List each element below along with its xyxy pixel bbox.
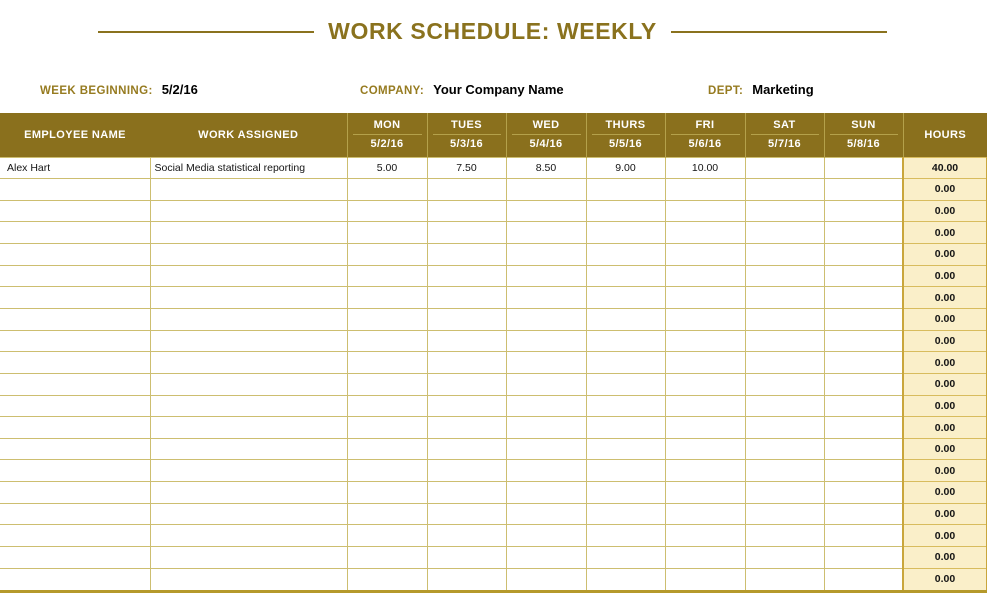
table-row: [0, 438, 987, 460]
day-hours-cell[interactable]: [347, 438, 427, 460]
day-hours-cell[interactable]: [745, 568, 824, 591]
day-hours-cell[interactable]: [586, 438, 665, 460]
column-header-day[interactable]: [745, 113, 824, 157]
day-hours-cell[interactable]: [506, 265, 586, 287]
day-hours-cell[interactable]: [586, 265, 665, 287]
day-hours-cell[interactable]: [347, 244, 427, 266]
work-assigned-cell[interactable]: [150, 417, 347, 439]
work-assigned-cell[interactable]: [150, 287, 347, 309]
day-hours-cell[interactable]: [745, 395, 824, 417]
day-hours-cell[interactable]: [665, 395, 745, 417]
day-hours-cell[interactable]: [427, 287, 506, 309]
week-beginning-value[interactable]: 5/2/16: [161, 82, 198, 97]
column-header-day[interactable]: [665, 113, 745, 157]
hours-total-cell[interactable]: 0.00: [903, 222, 987, 244]
work-assigned-cell[interactable]: [150, 525, 347, 547]
work-assigned-cell[interactable]: [150, 244, 347, 266]
day-hours-cell[interactable]: [506, 417, 586, 439]
day-hours-cell[interactable]: [586, 568, 665, 591]
day-date-label: 5/4/16: [529, 138, 563, 151]
day-hours-cell[interactable]: [427, 482, 506, 504]
hours-total-cell[interactable]: 0.00: [903, 417, 987, 439]
day-hours-cell[interactable]: [347, 503, 427, 525]
day-date-label: 5/2/16: [370, 138, 404, 151]
day-hours-cell[interactable]: [745, 352, 824, 374]
table-row: [0, 352, 987, 374]
day-hours-cell[interactable]: [427, 438, 506, 460]
hours-total-cell[interactable]: 0.00: [903, 525, 987, 547]
table-row: [0, 287, 987, 309]
day-hours-cell[interactable]: [586, 395, 665, 417]
employee-name-cell[interactable]: [0, 547, 150, 569]
day-hours-cell[interactable]: [347, 417, 427, 439]
table-row: [0, 417, 987, 439]
hours-total-cell[interactable]: 0.00: [903, 352, 987, 374]
day-hours-cell[interactable]: [347, 222, 427, 244]
employee-name-cell[interactable]: [0, 244, 150, 266]
day-hours-cell[interactable]: [586, 308, 665, 330]
table-row: [0, 525, 987, 547]
day-hours-cell[interactable]: [427, 373, 506, 395]
day-hours-cell[interactable]: [506, 482, 586, 504]
day-hours-cell[interactable]: [586, 503, 665, 525]
employee-name-cell[interactable]: [0, 482, 150, 504]
day-hours-cell[interactable]: [665, 568, 745, 591]
hours-total-cell[interactable]: 0.00: [903, 200, 987, 222]
day-hours-cell[interactable]: [427, 547, 506, 569]
day-name-label: TUES: [433, 117, 501, 135]
day-hours-cell[interactable]: [506, 179, 586, 201]
column-header-day[interactable]: [427, 113, 506, 157]
day-hours-cell[interactable]: [665, 503, 745, 525]
table-row: [0, 308, 987, 330]
day-hours-cell[interactable]: [665, 244, 745, 266]
day-date-label: 5/8/16: [847, 138, 880, 151]
day-hours-cell[interactable]: [347, 568, 427, 591]
employee-name-cell[interactable]: [0, 352, 150, 374]
day-hours-cell[interactable]: [665, 460, 745, 482]
day-hours-cell[interactable]: [586, 482, 665, 504]
table-row: [0, 179, 987, 201]
day-hours-cell[interactable]: [824, 568, 903, 591]
day-hours-cell[interactable]: [586, 525, 665, 547]
day-name-label: WED: [512, 117, 581, 135]
day-hours-cell[interactable]: [427, 308, 506, 330]
day-hours-cell[interactable]: [586, 352, 665, 374]
day-hours-cell[interactable]: [745, 417, 824, 439]
employee-name-cell[interactable]: [0, 179, 150, 201]
table-header: [0, 113, 987, 157]
company-field: [360, 82, 564, 97]
table-row: [0, 200, 987, 222]
work-assigned-cell[interactable]: [150, 503, 347, 525]
day-date-label: 5/3/16: [450, 138, 483, 151]
hours-total-cell[interactable]: 0.00: [903, 179, 987, 201]
work-assigned-cell[interactable]: [150, 179, 347, 201]
day-hours-cell[interactable]: [745, 157, 824, 179]
column-header-day[interactable]: [586, 113, 665, 157]
day-hours-cell[interactable]: [824, 179, 903, 201]
dept-label: DEPT:: [708, 85, 744, 97]
day-hours-cell[interactable]: [347, 373, 427, 395]
day-hours-cell[interactable]: [586, 330, 665, 352]
day-hours-cell[interactable]: [665, 525, 745, 547]
employee-name-cell[interactable]: [0, 373, 150, 395]
day-hours-cell[interactable]: [745, 503, 824, 525]
day-hours-cell[interactable]: 8.50: [506, 157, 586, 179]
employee-name-cell[interactable]: [0, 308, 150, 330]
work-assigned-cell[interactable]: [150, 308, 347, 330]
day-name-label: FRI: [671, 117, 740, 135]
employee-name-cell[interactable]: [0, 265, 150, 287]
column-header-day[interactable]: [824, 113, 903, 157]
day-hours-cell[interactable]: [506, 503, 586, 525]
day-hours-cell[interactable]: 9.00: [586, 157, 665, 179]
title-block: [98, 18, 887, 45]
header-row: [0, 113, 987, 157]
employee-name-cell[interactable]: [0, 200, 150, 222]
table-row: [0, 373, 987, 395]
week-beginning-label: WEEK BEGINNING:: [40, 85, 153, 97]
day-hours-cell[interactable]: [586, 222, 665, 244]
day-hours-cell[interactable]: [665, 265, 745, 287]
day-hours-cell[interactable]: [506, 460, 586, 482]
day-hours-cell[interactable]: [745, 547, 824, 569]
table-row: [0, 244, 987, 266]
day-hours-cell[interactable]: [347, 395, 427, 417]
day-hours-cell[interactable]: [427, 417, 506, 439]
employee-name-cell[interactable]: Alex Hart: [0, 157, 150, 179]
day-hours-cell[interactable]: [665, 417, 745, 439]
schedule-table: [0, 113, 987, 593]
day-hours-cell[interactable]: [824, 460, 903, 482]
day-hours-cell[interactable]: [824, 200, 903, 222]
employee-name-cell[interactable]: [0, 503, 150, 525]
day-hours-cell[interactable]: [745, 330, 824, 352]
work-assigned-cell[interactable]: [150, 373, 347, 395]
day-hours-cell[interactable]: [665, 287, 745, 309]
hours-total-cell[interactable]: 40.00: [903, 157, 987, 179]
day-hours-cell[interactable]: [506, 352, 586, 374]
table-row: [0, 265, 987, 287]
day-hours-cell[interactable]: [745, 265, 824, 287]
hours-total-cell[interactable]: 0.00: [903, 287, 987, 309]
day-hours-cell[interactable]: [506, 330, 586, 352]
column-header-day[interactable]: [347, 113, 427, 157]
day-hours-cell[interactable]: [824, 287, 903, 309]
title-decorative-line-right: [671, 31, 887, 33]
table-row: [0, 547, 987, 569]
day-hours-cell[interactable]: [347, 200, 427, 222]
day-name-label: SAT: [751, 117, 819, 135]
day-hours-cell[interactable]: [824, 308, 903, 330]
day-hours-cell[interactable]: [427, 525, 506, 547]
employee-name-cell[interactable]: [0, 460, 150, 482]
day-hours-cell[interactable]: [824, 525, 903, 547]
day-hours-cell[interactable]: [347, 265, 427, 287]
work-assigned-cell[interactable]: Social Media statistical reporting: [150, 157, 347, 179]
hours-total-cell[interactable]: 0.00: [903, 503, 987, 525]
day-hours-cell[interactable]: 10.00: [665, 157, 745, 179]
hours-total-cell[interactable]: 0.00: [903, 568, 987, 591]
day-hours-cell[interactable]: [824, 482, 903, 504]
day-hours-cell[interactable]: [586, 417, 665, 439]
day-hours-cell[interactable]: [586, 244, 665, 266]
day-hours-cell[interactable]: [745, 287, 824, 309]
day-hours-cell[interactable]: [427, 200, 506, 222]
work-assigned-cell[interactable]: [150, 265, 347, 287]
hours-total-cell[interactable]: 0.00: [903, 547, 987, 569]
day-hours-cell[interactable]: [745, 438, 824, 460]
hours-total-cell[interactable]: 0.00: [903, 460, 987, 482]
hours-total-cell[interactable]: 0.00: [903, 482, 987, 504]
work-assigned-cell[interactable]: [150, 460, 347, 482]
day-hours-cell[interactable]: 5.00: [347, 157, 427, 179]
day-hours-cell[interactable]: [665, 200, 745, 222]
day-hours-cell[interactable]: [665, 373, 745, 395]
employee-name-cell[interactable]: [0, 568, 150, 591]
day-hours-cell[interactable]: [427, 568, 506, 591]
day-hours-cell[interactable]: [506, 547, 586, 569]
employee-name-cell[interactable]: [0, 417, 150, 439]
day-hours-cell[interactable]: [824, 265, 903, 287]
day-hours-cell[interactable]: [586, 373, 665, 395]
work-assigned-cell[interactable]: [150, 438, 347, 460]
day-hours-cell[interactable]: [824, 330, 903, 352]
day-hours-cell[interactable]: [665, 438, 745, 460]
table-row: [0, 568, 987, 591]
day-hours-cell[interactable]: [506, 438, 586, 460]
work-assigned-cell[interactable]: [150, 330, 347, 352]
day-hours-cell[interactable]: [586, 460, 665, 482]
day-hours-cell[interactable]: [347, 330, 427, 352]
day-hours-cell[interactable]: [347, 547, 427, 569]
work-assigned-cell[interactable]: [150, 482, 347, 504]
day-hours-cell[interactable]: [347, 179, 427, 201]
employee-name-cell[interactable]: [0, 525, 150, 547]
hours-total-cell[interactable]: 0.00: [903, 265, 987, 287]
day-date-label: 5/7/16: [768, 138, 801, 151]
day-hours-cell[interactable]: [824, 222, 903, 244]
table-row: [0, 395, 987, 417]
day-hours-cell[interactable]: [427, 244, 506, 266]
day-hours-cell[interactable]: [745, 525, 824, 547]
day-hours-cell[interactable]: [745, 308, 824, 330]
day-hours-cell[interactable]: [824, 503, 903, 525]
day-hours-cell[interactable]: [824, 395, 903, 417]
day-hours-cell[interactable]: [824, 547, 903, 569]
dept-field: [708, 82, 814, 97]
day-hours-cell[interactable]: [347, 287, 427, 309]
day-hours-cell[interactable]: [665, 330, 745, 352]
day-hours-cell[interactable]: [824, 352, 903, 374]
table-row: [0, 330, 987, 352]
day-hours-cell[interactable]: [506, 308, 586, 330]
day-name-label: MON: [353, 117, 422, 135]
day-hours-cell[interactable]: [824, 417, 903, 439]
day-hours-cell[interactable]: [824, 244, 903, 266]
column-header-hours[interactable]: HOURS: [903, 113, 987, 157]
title-decorative-line-left: [98, 31, 314, 33]
day-date-label: 5/5/16: [609, 138, 642, 151]
hours-total-cell[interactable]: 0.00: [903, 395, 987, 417]
employee-name-cell[interactable]: [0, 395, 150, 417]
day-hours-cell[interactable]: [586, 179, 665, 201]
day-hours-cell[interactable]: [745, 482, 824, 504]
day-hours-cell[interactable]: [665, 222, 745, 244]
work-assigned-cell[interactable]: [150, 200, 347, 222]
day-date-label: 5/6/16: [688, 138, 722, 151]
day-hours-cell[interactable]: [745, 373, 824, 395]
company-label: COMPANY:: [360, 85, 425, 97]
column-header-day[interactable]: [506, 113, 586, 157]
employee-name-cell[interactable]: [0, 330, 150, 352]
day-hours-cell[interactable]: [745, 179, 824, 201]
day-hours-cell[interactable]: [427, 395, 506, 417]
hours-total-cell[interactable]: 0.00: [903, 438, 987, 460]
employee-name-cell[interactable]: [0, 438, 150, 460]
work-assigned-cell[interactable]: [150, 222, 347, 244]
day-hours-cell[interactable]: [745, 200, 824, 222]
day-hours-cell[interactable]: [506, 373, 586, 395]
day-hours-cell[interactable]: [824, 373, 903, 395]
hours-total-cell[interactable]: 0.00: [903, 330, 987, 352]
work-assigned-cell[interactable]: [150, 395, 347, 417]
day-hours-cell[interactable]: [665, 308, 745, 330]
day-hours-cell[interactable]: [745, 222, 824, 244]
page-title: WORK SCHEDULE: WEEKLY: [328, 18, 657, 44]
day-hours-cell[interactable]: [347, 460, 427, 482]
day-hours-cell[interactable]: [347, 482, 427, 504]
day-hours-cell[interactable]: [665, 547, 745, 569]
day-hours-cell[interactable]: [427, 503, 506, 525]
day-hours-cell[interactable]: [427, 265, 506, 287]
day-hours-cell[interactable]: [824, 438, 903, 460]
column-header-work-assigned[interactable]: WORK ASSIGNED: [150, 113, 347, 157]
table-row: [0, 222, 987, 244]
day-hours-cell[interactable]: [506, 568, 586, 591]
company-value[interactable]: Your Company Name: [433, 82, 564, 97]
hours-total-cell[interactable]: 0.00: [903, 308, 987, 330]
day-hours-cell[interactable]: [665, 482, 745, 504]
day-hours-cell[interactable]: [506, 395, 586, 417]
table-row: [0, 157, 987, 179]
table-row: [0, 482, 987, 504]
hours-total-cell[interactable]: 0.00: [903, 373, 987, 395]
table-body: [0, 157, 987, 592]
day-hours-cell[interactable]: [506, 222, 586, 244]
day-hours-cell[interactable]: [665, 352, 745, 374]
day-hours-cell[interactable]: [586, 547, 665, 569]
day-hours-cell[interactable]: [347, 308, 427, 330]
day-hours-cell[interactable]: 7.50: [427, 157, 506, 179]
day-name-label: SUN: [830, 117, 898, 135]
day-hours-cell[interactable]: [745, 244, 824, 266]
week-beginning-field: [40, 82, 198, 97]
day-hours-cell[interactable]: [347, 352, 427, 374]
day-hours-cell[interactable]: [506, 525, 586, 547]
dept-value[interactable]: Marketing: [752, 82, 814, 97]
table-row: [0, 503, 987, 525]
work-assigned-cell[interactable]: [150, 547, 347, 569]
day-hours-cell[interactable]: [427, 352, 506, 374]
day-hours-cell[interactable]: [427, 222, 506, 244]
work-assigned-cell[interactable]: [150, 352, 347, 374]
table-row: [0, 460, 987, 482]
day-name-label: THURS: [592, 117, 660, 135]
day-hours-cell[interactable]: [427, 179, 506, 201]
hours-total-cell[interactable]: 0.00: [903, 244, 987, 266]
column-header-employee-name[interactable]: EMPLOYEE NAME: [0, 113, 150, 157]
day-hours-cell[interactable]: [506, 287, 586, 309]
day-hours-cell[interactable]: [586, 287, 665, 309]
day-hours-cell[interactable]: [427, 460, 506, 482]
day-hours-cell[interactable]: [824, 157, 903, 179]
day-hours-cell[interactable]: [506, 244, 586, 266]
day-hours-cell[interactable]: [745, 460, 824, 482]
day-hours-cell[interactable]: [427, 330, 506, 352]
employee-name-cell[interactable]: [0, 287, 150, 309]
day-hours-cell[interactable]: [347, 525, 427, 547]
day-hours-cell[interactable]: [506, 200, 586, 222]
employee-name-cell[interactable]: [0, 222, 150, 244]
day-hours-cell[interactable]: [665, 179, 745, 201]
day-hours-cell[interactable]: [586, 200, 665, 222]
work-assigned-cell[interactable]: [150, 568, 347, 591]
